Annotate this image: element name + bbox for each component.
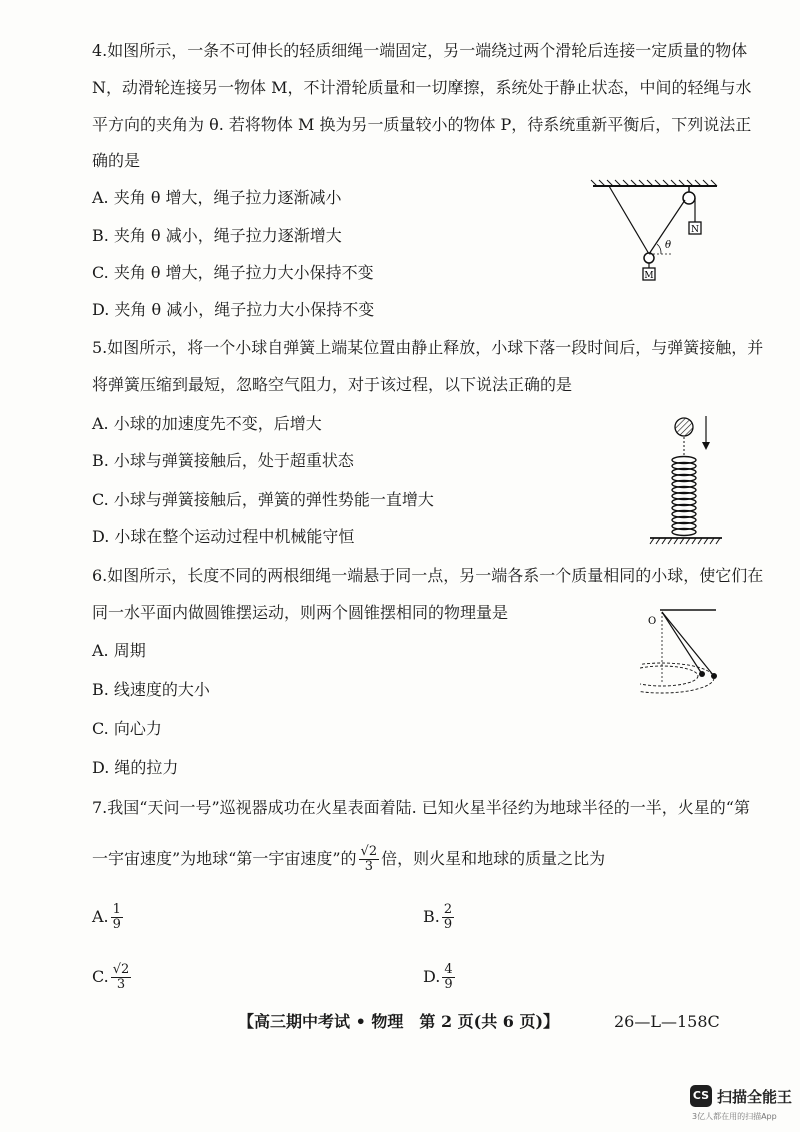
- q4-option-a: A. 夹角 θ 增大，绳子拉力逐渐减小: [92, 188, 342, 207]
- q4-stem-line-1: 4.如图所示，一条不可伸长的轻质细绳一端固定，另一端绕过两个滑轮后连接一定质量的物体: [92, 41, 748, 60]
- q5-option-b: B. 小球与弹簧接触后，处于超重状态: [92, 451, 354, 470]
- q6-stem-line-2: 同一水平面内做圆锥摆运动，则两个圆锥摆相同的物理量是: [92, 603, 509, 622]
- q6-label-o: O: [648, 616, 657, 627]
- q5-spring-figure: [648, 410, 724, 550]
- scanner-name: 扫描全能王: [717, 1087, 793, 1106]
- q5-option-d: D. 小球在整个运动过程中机械能守恒: [92, 527, 355, 546]
- q4-label-theta: θ: [665, 240, 672, 251]
- q4-option-c: C. 夹角 θ 增大，绳子拉力大小保持不变: [92, 263, 374, 282]
- q4-option-b: B. 夹角 θ 减小，绳子拉力逐渐增大: [92, 226, 342, 245]
- scanner-logo-icon: CS: [690, 1085, 712, 1107]
- q4-number: 4.: [92, 41, 108, 60]
- q7-stem-line-2: 一宇宙速度”为地球“第一宇宙速度”的 $\frac{√2}{3}$ 倍，则火星和地球的质量之比为: [92, 844, 606, 874]
- q5-ball: [675, 418, 693, 436]
- q6-number: 6.: [92, 566, 108, 585]
- q6-option-d: D. 绳的拉力: [92, 758, 179, 777]
- q4-pulley-figure: [585, 178, 725, 288]
- q5-spring: [672, 457, 696, 536]
- footer-code: 26—L—158C: [614, 1012, 720, 1031]
- q5-option-c: C. 小球与弹簧接触后，弹簧的弹性势能一直增大: [92, 490, 434, 509]
- q6-ball-inner: [699, 671, 705, 677]
- scanner-tagline: 3亿人都在用的扫描App: [692, 1112, 777, 1121]
- q4-stem-line-4: 确的是: [92, 151, 141, 170]
- q5-stem-line-1: 5.如图所示，将一个小球自弹簧上端某位置由静止释放，小球下落一段时间后，与弹簧接触，并: [92, 338, 764, 357]
- q4-option-d: D. 夹角 θ 减小，绳子拉力大小保持不变: [92, 300, 375, 319]
- q6-option-b: B. 线速度的大小: [92, 680, 210, 699]
- q6-conical-pendulum-figure: [640, 600, 740, 705]
- q7-number: 7.: [92, 798, 108, 817]
- q7-option-c: C. $\frac{√2}{3}$: [92, 962, 130, 992]
- q5-stem-line-2: 将弹簧压缩到最短，忽略空气阻力，对于该过程，以下说法正确的是: [92, 375, 573, 394]
- q4-label-m: M: [644, 271, 654, 281]
- footer-title: 【高三期中考试 • 物理 第 2 页(共 6 页)】: [238, 1012, 560, 1031]
- q5-option-a: A. 小球的加速度先不变，后增大: [92, 414, 322, 433]
- q4-stem-line-3: 平方向的夹角为 θ. 若将物体 M 换为另一质量较小的物体 P，待系统重新平衡后，下列说法正: [92, 115, 752, 134]
- q5-number: 5.: [92, 338, 108, 357]
- q6-stem-line-1: 6.如图所示，长度不同的两根细绳一端悬于同一点，另一端各系一个质量相同的小球，使它们在: [92, 566, 764, 585]
- q7-option-a: A. $\frac{1}{9}$: [92, 902, 121, 932]
- q4-label-n: N: [691, 225, 699, 235]
- q6-option-a: A. 周期: [92, 641, 146, 660]
- q7-stem-line-1: 7.我国“天问一号”巡视器成功在火星表面着陆. 已知火星半径约为地球半径的一半，火星的“第: [92, 798, 750, 817]
- q4-stem-line-2: N，动滑轮连接另一物体 M，不计滑轮质量和一切摩擦，系统处于静止状态，中间的轻绳与水: [92, 78, 752, 97]
- scanner-watermark: [690, 1085, 792, 1107]
- q7-option-d: D. $\frac{4}{9}$: [423, 962, 453, 992]
- q6-option-c: C. 向心力: [92, 719, 162, 738]
- q6-ball-outer: [711, 673, 717, 679]
- q7-option-b: B. $\frac{2}{9}$: [423, 902, 453, 932]
- q7-stem-fraction: $\frac{√2}{3}$: [360, 844, 378, 874]
